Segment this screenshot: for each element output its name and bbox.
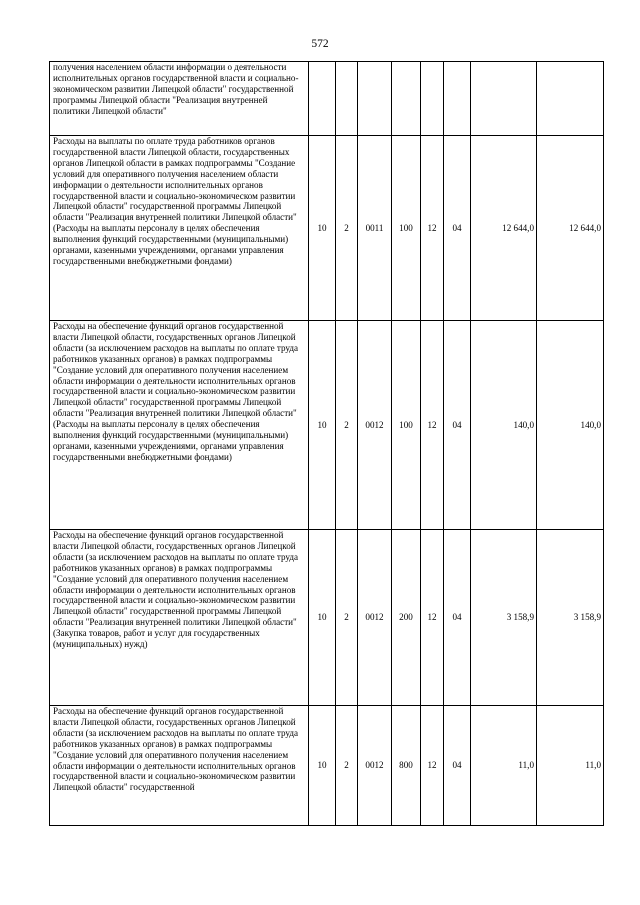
row-code-2: 2	[336, 321, 358, 530]
row-description: Расходы на обеспечение функций органов государственной власти Липецкой области, государственных органов Липецкой области (за исключением расходов на выплаты по оплате труда работников указанных органов) в рамках подпрограммы "Создание условий для оперативного получения населением области информации о деятельности исполнительных органов государственной власти и социально-экономическом развитии Липецкой области" государственной программы Липецкой области "Реализация внутренней политики Липецкой области" (Расходы на выплаты персоналу в целях обеспечения выполнения функций государственными (муниципальными) органами, казенными учреждениями, органами управления государственными внебюджетными фондами)	[50, 321, 309, 530]
row-code-1	[309, 62, 336, 136]
row-code-1: 10	[309, 321, 336, 530]
row-code-6	[444, 62, 471, 136]
row-amount-1	[471, 62, 537, 136]
row-code-3: 0012	[358, 530, 392, 706]
row-code-5: 12	[421, 530, 444, 706]
row-code-6: 04	[444, 136, 471, 321]
row-code-2: 2	[336, 136, 358, 321]
row-code-5: 12	[421, 136, 444, 321]
row-code-6: 04	[444, 530, 471, 706]
table-row	[50, 706, 604, 826]
row-description: Расходы на выплаты по оплате труда работников органов государственной власти Липецкой области, государственных органов Липецкой области в рамках подпрограммы "Создание условий для оперативного получения населением области информации о деятельности исполнительных органов государственной власти и социально-экономическом развитии Липецкой области" государственной программы Липецкой области "Реализация внутренней политики Липецкой области" (Расходы на выплаты персоналу в целях обеспечения выполнения функций государственными (муниципальными) органами, казенными учреждениями, органами управления государственными внебюджетными фондами)	[50, 136, 309, 321]
row-amount-1: 12 644,0	[471, 136, 537, 321]
row-code-1: 10	[309, 530, 336, 706]
budget-table	[49, 61, 604, 826]
row-description: Расходы на обеспечение функций органов государственной власти Липецкой области, государственных органов Липецкой области (за исключением расходов на выплаты по оплате труда работников указанных органов) в рамках подпрограммы "Создание условий для оперативного получения населением области информации о деятельности исполнительных органов государственной власти и социально-экономическом развитии Липецкой области" государственной	[50, 706, 309, 826]
row-code-2	[336, 62, 358, 136]
row-amount-1: 3 158,9	[471, 530, 537, 706]
table-row	[50, 321, 604, 530]
row-code-1: 10	[309, 136, 336, 321]
row-code-5: 12	[421, 706, 444, 826]
row-amount-2: 3 158,9	[537, 530, 604, 706]
row-code-2: 2	[336, 530, 358, 706]
row-amount-1: 140,0	[471, 321, 537, 530]
row-amount-2: 11,0	[537, 706, 604, 826]
row-code-2: 2	[336, 706, 358, 826]
row-amount-2	[537, 62, 604, 136]
row-description: получения населением области информации о деятельности исполнительных органов государственной власти и социально-экономическом развитии Липецкой области" государственной программы Липецкой области "Реализация внутренней политики Липецкой области"	[50, 62, 309, 136]
row-code-6: 04	[444, 321, 471, 530]
row-amount-2: 140,0	[537, 321, 604, 530]
row-code-4: 200	[392, 530, 421, 706]
table-row	[50, 136, 604, 321]
row-code-3: 0011	[358, 136, 392, 321]
row-code-4: 100	[392, 136, 421, 321]
row-amount-1: 11,0	[471, 706, 537, 826]
table-row	[50, 530, 604, 706]
row-code-5: 12	[421, 321, 444, 530]
row-code-3: 0012	[358, 706, 392, 826]
row-code-4: 100	[392, 321, 421, 530]
row-code-4	[392, 62, 421, 136]
row-code-4: 800	[392, 706, 421, 826]
page-number: 572	[311, 38, 329, 50]
row-code-3: 0012	[358, 321, 392, 530]
row-code-3	[358, 62, 392, 136]
row-description: Расходы на обеспечение функций органов государственной власти Липецкой области, государственных органов Липецкой области (за исключением расходов на выплаты по оплате труда работников указанных органов) в рамках подпрограммы "Создание условий для оперативного получения населением области информации о деятельности исполнительных органов государственной власти и социально-экономическом развитии Липецкой области" государственной программы Липецкой области "Реализация внутренней политики Липецкой области" (Закупка товаров, работ и услуг для государственных (муниципальных) нужд)	[50, 530, 309, 706]
row-amount-2: 12 644,0	[537, 136, 604, 321]
table-row	[50, 62, 604, 136]
row-code-6: 04	[444, 706, 471, 826]
row-code-5	[421, 62, 444, 136]
row-code-1: 10	[309, 706, 336, 826]
